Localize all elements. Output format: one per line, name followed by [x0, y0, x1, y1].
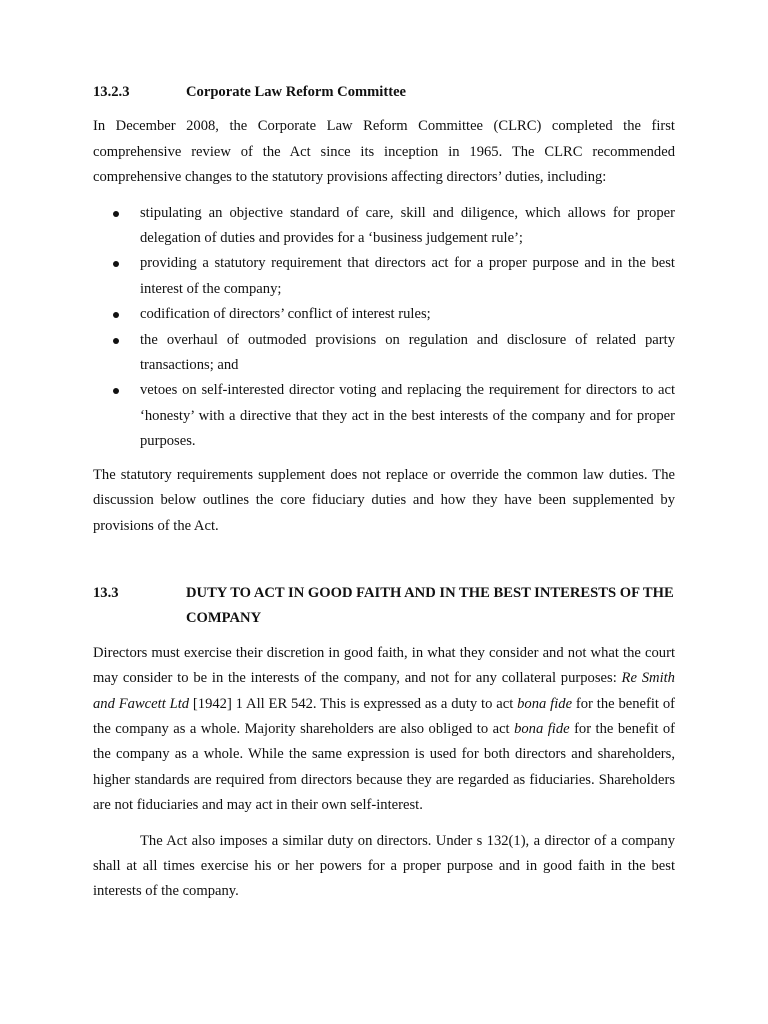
section-title: DUTY TO ACT IN GOOD FAITH AND IN THE BEST INTERESTS OF THE COMPANY — [186, 584, 674, 627]
latin-term: bona fide — [514, 720, 570, 737]
list-item-text: stipulating an objective standard of care, skill and diligence, which allows for proper delegation of duties and provides for a ‘business judgement rule’; — [140, 204, 675, 247]
text-run: [1942] 1 All ER 542. This is expressed as a duty to act — [189, 695, 518, 712]
list-item-text: vetoes on self-interested director voting and replacing the requirement for directors to act ‘honesty’ with a directive that they act in the best interests of the company and for proper purposes. — [140, 382, 675, 450]
section-heading-13-2-3 — [93, 80, 675, 105]
document-page — [93, 80, 675, 905]
section-title: Corporate Law Reform Committee — [186, 84, 407, 100]
list-item — [93, 378, 675, 454]
text-run: for the benefit of the company as a whole. Majority shareholders are also obliged to act — [93, 695, 675, 737]
clrc-intro-paragraph: In December 2008, the Corporate Law Reform Committee (CLRC) completed the first comprehensive review of the Act since its inception in 1965. The CLRC recommended comprehensive changes to the statutory provisions affecting directors’ duties, including: — [93, 118, 675, 186]
latin-term: bona fide — [517, 695, 573, 712]
list-item — [93, 328, 675, 379]
list-item — [93, 201, 675, 252]
good-faith-paragraph — [93, 641, 675, 819]
text-run: for the benefit of the company as a whole. While the same expression is used for both directors and shareholders, higher standards are required from directors because they are regarded as fiduciaries. Shareholders are not fiduciaries and may act in their own self-interest. — [93, 720, 675, 814]
section-number: 13.3 — [93, 584, 119, 601]
list-item-text: providing a statutory requirement that directors act for a proper purpose and in the best interest of the company; — [140, 255, 675, 297]
bullet-icon — [113, 211, 119, 217]
bullet-icon — [113, 338, 119, 344]
bullet-icon — [113, 261, 119, 267]
list-item — [93, 251, 675, 302]
text-run: Directors must exercise their discretion in good faith, in what they consider and not what the court may consider to be in the interests of the company, and not for any collateral purposes: — [93, 644, 675, 687]
closing-paragraph: The statutory requirements supplement does not replace or override the common law duties. The discussion below outlines the core fiduciary duties and how they have been supplemented by provisions of the Act. — [93, 466, 675, 534]
section-heading-13-3 — [93, 581, 675, 632]
bullet-icon — [113, 388, 119, 394]
section-number: 13.2.3 — [93, 84, 130, 100]
case-citation: Re Smith and Fawcett Ltd — [93, 670, 675, 712]
list-item-text: codification of directors’ conflict of interest rules; — [140, 306, 431, 323]
bullet-icon — [113, 312, 119, 318]
statutory-duty-paragraph: The Act also imposes a similar duty on directors. Under s 132(1), a director of a company shall at all times exercise his or her powers for a proper purpose and in good faith in the best interests of the company. — [93, 832, 675, 900]
list-item-text: the overhaul of outmoded provisions on regulation and disclosure of related party transactions; and — [140, 331, 675, 374]
clrc-recommendations-list — [93, 201, 675, 455]
list-item — [93, 302, 675, 327]
